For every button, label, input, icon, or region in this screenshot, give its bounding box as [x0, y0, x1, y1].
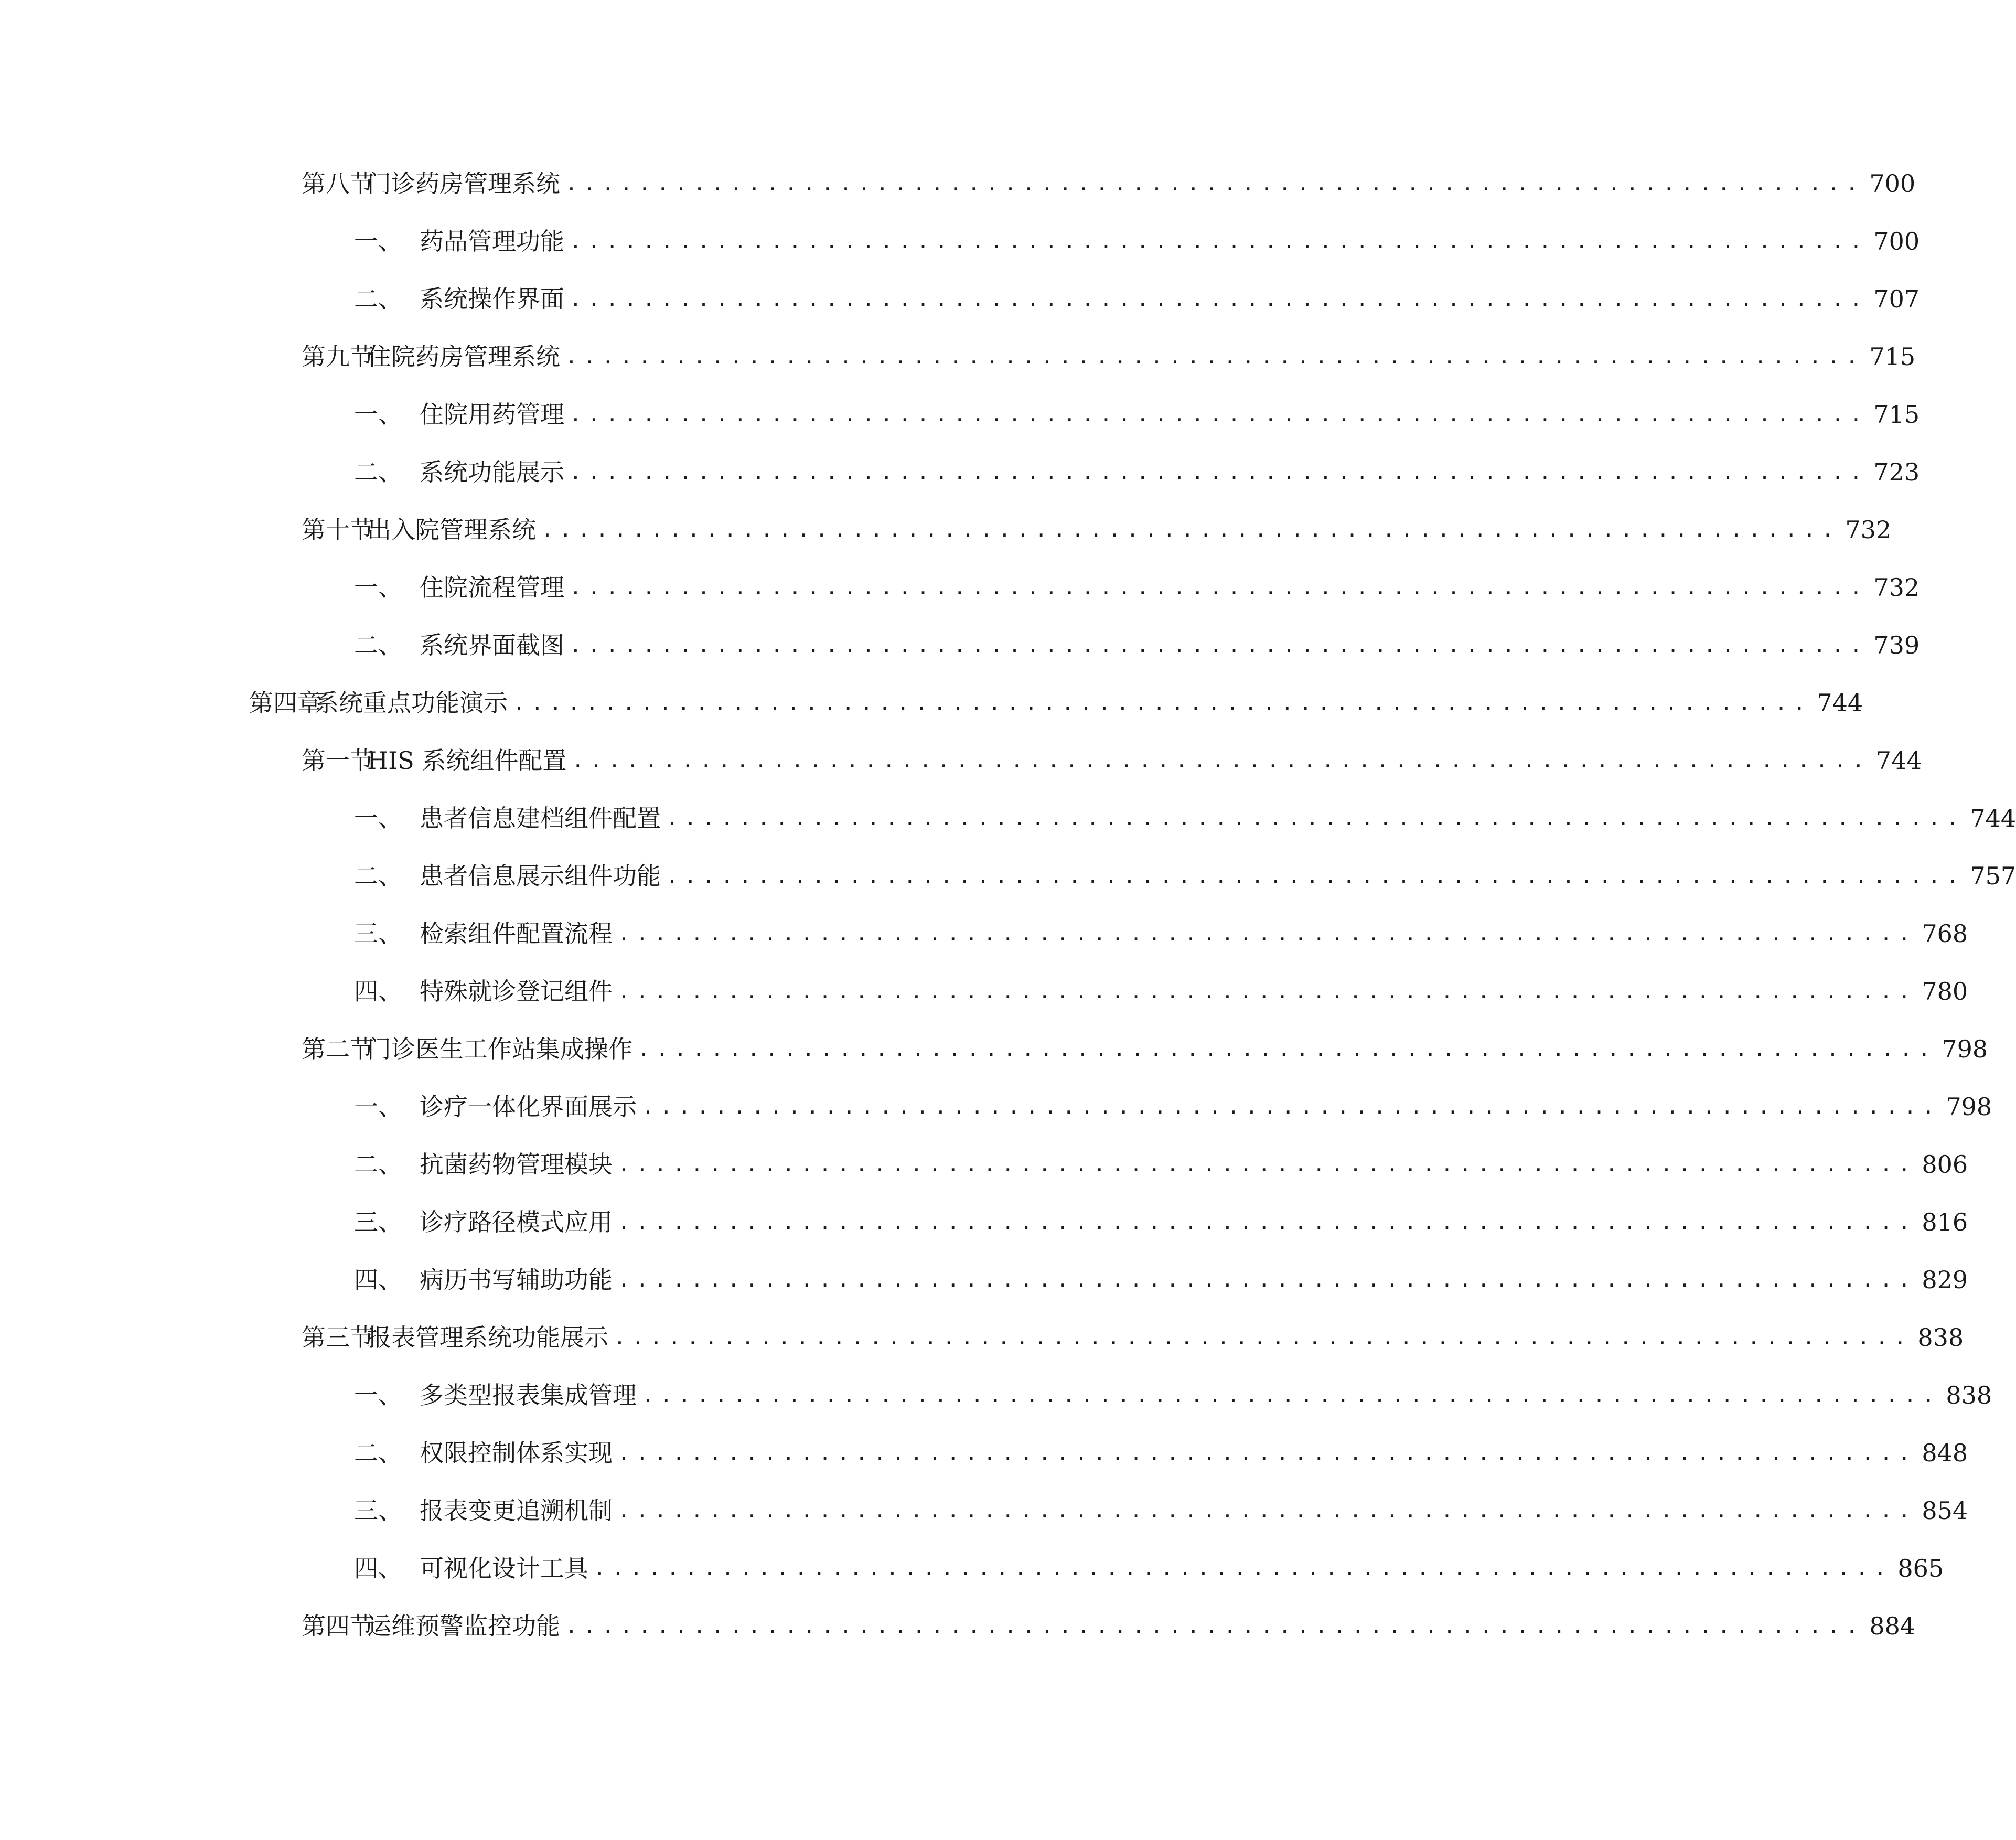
toc-title: 出入院管理系统	[367, 516, 536, 544]
toc-section-4-3[interactable]	[302, 1317, 1964, 1358]
toc-item-4-3-4[interactable]	[354, 1547, 1944, 1589]
dot-leader: .......................................................................	[513, 691, 1812, 714]
toc-number: 二、	[354, 285, 402, 313]
toc-section-4-1[interactable]	[302, 740, 1922, 782]
toc-number: 二、	[354, 1439, 402, 1467]
toc-item-9-2[interactable]	[354, 451, 1920, 493]
toc-page-number: 768	[1922, 919, 1968, 948]
dot-leader: .......................................................................	[565, 345, 1864, 368]
toc-page-number: 798	[1942, 1035, 1988, 1063]
toc-page-number: 744	[1817, 689, 1863, 717]
dot-leader: .......................................................................	[570, 403, 1869, 426]
toc-number: 四、	[354, 1266, 402, 1294]
toc-item-4-3-1[interactable]	[354, 1374, 1992, 1416]
toc-title: HIS 系统组件配置	[367, 746, 567, 775]
toc-section-8[interactable]	[302, 163, 1916, 205]
toc-item-8-1[interactable]	[354, 220, 1920, 262]
dot-leader: .......................................................................	[618, 1153, 1917, 1176]
toc-number: 四、	[354, 1554, 402, 1582]
toc-page-number: 732	[1845, 516, 1892, 544]
toc-number: 一、	[354, 573, 402, 602]
toc-title: 检索组件配置流程	[420, 919, 613, 948]
toc-chapter-4[interactable]	[249, 682, 1863, 724]
dot-leader: .......................................................................	[618, 922, 1917, 945]
toc-page-number: 707	[1873, 285, 1920, 313]
dot-leader: .......................................................................	[570, 576, 1869, 599]
dot-leader: .......................................................................	[572, 749, 1871, 772]
toc-item-4-1-3[interactable]	[354, 913, 1968, 955]
toc-page-number: 757	[1970, 862, 2016, 890]
toc-title: 门诊医生工作站集成操作	[367, 1035, 632, 1063]
toc-title: 诊疗一体化界面展示	[420, 1093, 637, 1121]
toc-number: 二、	[354, 1150, 402, 1179]
dot-leader: .......................................................................	[618, 1441, 1917, 1464]
dot-leader: .......................................................................	[638, 1037, 1937, 1061]
toc-page-number: 744	[1970, 804, 2016, 832]
toc-title: 权限控制体系实现	[420, 1439, 613, 1467]
toc-number: 第一节	[302, 746, 374, 775]
toc-number: 一、	[354, 400, 402, 429]
toc-item-4-1-2[interactable]	[354, 855, 2016, 897]
toc-title: 住院用药管理	[420, 400, 564, 429]
dot-leader: .......................................................................	[570, 230, 1869, 253]
toc-title: 药品管理功能	[420, 227, 564, 255]
toc-title: 报表变更追溯机制	[420, 1496, 613, 1525]
toc-number: 二、	[354, 631, 402, 659]
toc-page-number: 838	[1917, 1323, 1964, 1352]
toc-number: 第四节	[302, 1612, 374, 1640]
toc-page-number: 744	[1875, 746, 1922, 775]
toc-page-number: 838	[1946, 1381, 1992, 1409]
dot-leader: .......................................................................	[570, 287, 1869, 311]
toc-title: 运维预警监控功能	[367, 1612, 560, 1640]
toc-item-4-1-1[interactable]	[354, 797, 2016, 839]
toc-number: 三、	[354, 1208, 402, 1236]
toc-number: 第八节	[302, 169, 374, 198]
toc-title: 系统操作界面	[420, 285, 564, 313]
toc-page-number: 739	[1873, 631, 1920, 659]
toc-page-number: 829	[1922, 1266, 1968, 1294]
toc-page-number: 865	[1897, 1554, 1944, 1582]
toc-title: 患者信息建档组件配置	[420, 804, 661, 832]
toc-number: 一、	[354, 1093, 402, 1121]
toc-page-number: 715	[1869, 343, 1916, 371]
toc-number: 四、	[354, 977, 402, 1005]
toc-number: 三、	[354, 919, 402, 948]
dot-leader: .......................................................................	[642, 1095, 1941, 1118]
toc-number: 三、	[354, 1496, 402, 1525]
toc-title: 报表管理系统功能展示	[367, 1323, 608, 1352]
dot-leader: .......................................................................	[618, 1268, 1917, 1291]
toc-page-number: 732	[1873, 573, 1920, 602]
toc-number: 一、	[354, 1381, 402, 1409]
toc-title: 诊疗路径模式应用	[420, 1208, 613, 1236]
toc-title: 抗菌药物管理模块	[420, 1150, 613, 1179]
dot-leader: .......................................................................	[541, 518, 1840, 541]
toc-title: 特殊就诊登记组件	[420, 977, 613, 1005]
toc-title: 门诊药房管理系统	[367, 169, 560, 198]
toc-item-4-2-4[interactable]	[354, 1259, 1968, 1301]
toc-page-number: 700	[1869, 169, 1916, 198]
toc-item-4-3-3[interactable]	[354, 1490, 1968, 1532]
dot-leader: .......................................................................	[565, 172, 1864, 195]
toc-section-4-2[interactable]	[302, 1028, 1988, 1070]
toc-item-8-2[interactable]	[354, 278, 1920, 320]
toc-title: 住院药房管理系统	[367, 343, 560, 371]
toc-title: 系统重点功能演示	[315, 689, 508, 717]
dot-leader: .......................................................................	[570, 461, 1869, 484]
dot-leader: .......................................................................	[618, 980, 1917, 1003]
toc-number: 第三节	[302, 1323, 374, 1352]
toc-page-number: 884	[1869, 1612, 1916, 1640]
toc-number: 二、	[354, 458, 402, 486]
toc-number: 第九节	[302, 343, 374, 371]
toc-number: 一、	[354, 804, 402, 832]
dot-leader: .......................................................................	[618, 1499, 1917, 1522]
toc-item-4-1-4[interactable]	[354, 970, 1968, 1012]
toc-title: 系统界面截图	[420, 631, 564, 659]
toc-section-9[interactable]	[302, 336, 1916, 378]
toc-item-4-2-3[interactable]	[354, 1201, 1968, 1243]
dot-leader: .......................................................................	[618, 1211, 1917, 1234]
toc-number: 第二节	[302, 1035, 374, 1063]
dot-leader: .......................................................................	[570, 634, 1869, 657]
toc-item-4-2-2[interactable]	[354, 1143, 1968, 1185]
toc-page-number: 700	[1873, 227, 1920, 255]
toc-number: 第四章	[249, 689, 321, 717]
toc-title: 系统功能展示	[420, 458, 564, 486]
toc-title: 患者信息展示组件功能	[420, 862, 661, 890]
toc-section-4-4[interactable]	[302, 1605, 1916, 1647]
toc-page-number: 848	[1922, 1439, 1968, 1467]
toc-item-9-1[interactable]	[354, 393, 1920, 435]
toc-item-4-2-1[interactable]	[354, 1086, 1992, 1128]
toc-number: 二、	[354, 862, 402, 890]
toc-number: 第十节	[302, 516, 374, 544]
toc-page-number: 715	[1873, 400, 1920, 429]
dot-leader: .......................................................................	[666, 807, 1965, 830]
toc-page-number: 806	[1922, 1150, 1968, 1179]
toc-page-number: 854	[1922, 1496, 1968, 1525]
dot-leader: .......................................................................	[594, 1557, 1893, 1580]
toc-page-number: 816	[1922, 1208, 1968, 1236]
toc-title: 可视化设计工具	[420, 1554, 588, 1582]
toc-item-4-3-2[interactable]	[354, 1432, 1968, 1474]
toc-page-number: 780	[1922, 977, 1968, 1005]
toc-number: 一、	[354, 227, 402, 255]
dot-leader: .......................................................................	[565, 1614, 1864, 1638]
toc-title: 多类型报表集成管理	[420, 1381, 637, 1409]
toc-item-10-1[interactable]	[354, 566, 1920, 608]
dot-leader: .......................................................................	[614, 1326, 1913, 1349]
toc-page-number: 723	[1873, 458, 1920, 486]
toc-section-10[interactable]	[302, 509, 1892, 551]
dot-leader: .......................................................................	[666, 864, 1965, 887]
toc-title: 病历书写辅助功能	[420, 1266, 613, 1294]
toc-item-10-2[interactable]	[354, 624, 1920, 666]
toc-title: 住院流程管理	[420, 573, 564, 602]
dot-leader: .......................................................................	[642, 1384, 1941, 1407]
toc-page-number: 798	[1946, 1093, 1992, 1121]
